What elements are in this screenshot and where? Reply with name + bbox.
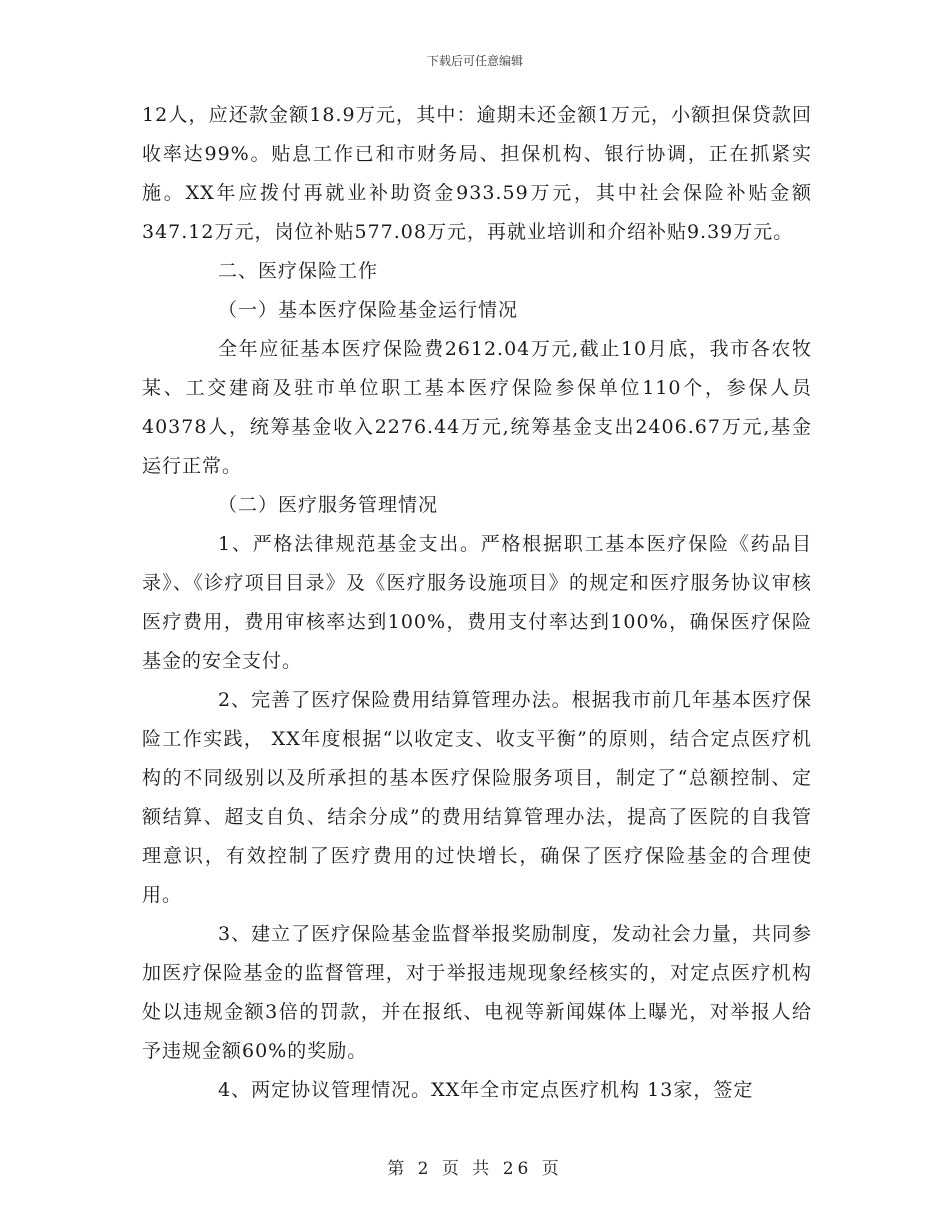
list-item-reporting-reward: 3、建立了医疗保险基金监督举报奖励制度，发动社会力量，共同参加医疗保险基金的监督管理，对于举报违规现象经核实的，对定点医疗机构处以违规金额3倍的罚款，并在报纸、电视等新闻媒体上曝光，对举报人给予违规金额60%的奖励。 bbox=[142, 923, 812, 1062]
list-item-settlement-method: 2、完善了医疗保险费用结算管理办法。根据我市前几年基本医疗保险工作实践， XX年度根据“以收定支、收支平衡”的原则，结合定点医疗机构的不同级别以及所承担的基本医疗保险服务项目，制定了“总额控制、定额结算、超支自负、结余分成”的费用结算管理办法，提高了医院的自我管理意识，有效控制了医疗费用的过快增长，确保了医疗保险基金的合理使用。 bbox=[142, 689, 812, 906]
subsection-heading-service-management: （二）医疗服务管理情况 bbox=[218, 494, 439, 516]
subsection-heading-fund-operation: （一）基本医疗保险基金运行情况 bbox=[218, 299, 519, 321]
page-number-footer: 第 2 页 共 26 页 bbox=[387, 1159, 563, 1179]
list-item-expenditure-regulation: 1、严格法律规范基金支出。严格根据职工基本医疗保险《药品目录》、《诊疗项目目录》及《医疗服务设施项目》的规定和医疗服务协议审核医疗费用，费用审核率达到100%，费用支付率达到100%，确保医疗保险基金的安全支付。 bbox=[142, 533, 812, 672]
paragraph-loan-subsidy: 12人，应还款金额18.9万元，其中：逾期未还金额1万元，小额担保贷款回收率达99%。贴息工作已和市财务局、担保机构、银行协调，正在抓紧实施。XX年应拨付再就业补助资金933.59万元，其中社会保险补贴金额347.12万元，岗位补贴577.08万元，再就业培训和介绍补贴9.39万元。 bbox=[142, 104, 812, 243]
paragraph-fund-operation: 全年应征基本医疗保险费2612.04万元,截止10月底，我市各农牧某、工交建商及驻市单位职工基本医疗保险参保单位110个，参保人员40378人，统筹基金收入2276.44万元,统筹基金支出2406.67万元,基金运行正常。 bbox=[142, 338, 812, 477]
list-item-agreement-management: 4、两定协议管理情况。XX年全市定点医疗机构 13家，签定 bbox=[218, 1079, 754, 1101]
page-header-note: 下载后可任意编辑 bbox=[426, 54, 523, 68]
section-heading-medical-insurance: 二、医疗保险工作 bbox=[218, 260, 379, 282]
document-body bbox=[142, 96, 812, 1110]
